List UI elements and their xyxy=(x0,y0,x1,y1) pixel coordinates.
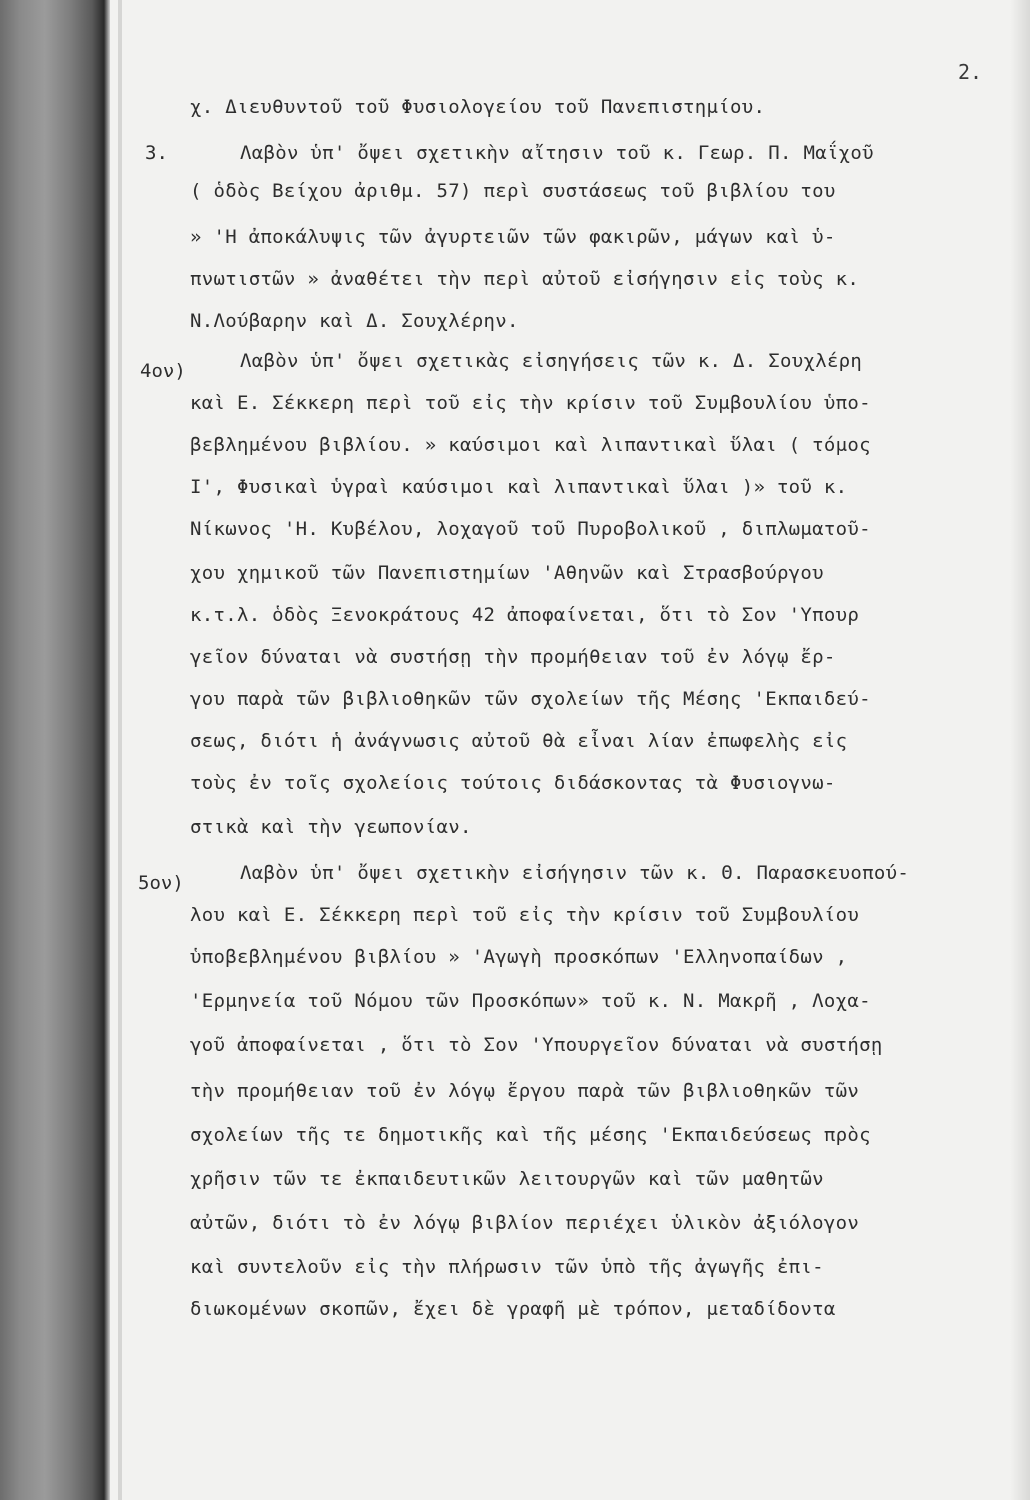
text-line: χρῆσιν τῶν τε ἐκπαιδευτικῶν λειτουργῶν καὶ τῶν μαθητῶν xyxy=(190,1168,824,1190)
item-number-5: 5ον) xyxy=(138,872,184,894)
text-line: » 'Η ἀποκάλυψις τῶν ἀγυρτειῶν τῶν φακιρῶν, μάγων καὶ ὑ- xyxy=(190,226,836,248)
text-line: σχολείων τῆς τε δημοτικῆς καὶ τῆς μέσης 'Εκπαιδεύσεως πρὸς xyxy=(190,1124,871,1146)
text-line: Λαβὸν ὑπ' ὄψει σχετικὴν εἰσήγησιν τῶν κ. Θ. Παρασκευοπού- xyxy=(240,862,910,884)
text-line: τὴν προμήθειαν τοῦ ἐν λόγῳ ἔργου παρὰ τῶν βιβλιοθηκῶν τῶν xyxy=(190,1080,860,1102)
text-line: Νίκωνος 'Η. Κυβέλου, λοχαγοῦ τοῦ Πυροβολικοῦ , διπλωματοῦ- xyxy=(190,518,871,540)
text-line: κ.τ.λ. ὁδὸς Ξενοκράτους 42 ἀποφαίνεται, ὅτι τὸ Σον 'Υπουρ xyxy=(190,604,860,626)
text-line: διωκομένων σκοπῶν, ἔχει δὲ γραφῆ μὲ τρόπον, μεταδίδοντα xyxy=(190,1298,836,1320)
text-line: χ. Διευθυντοῦ τοῦ Φυσιολογείου τοῦ Πανεπιστημίου. xyxy=(190,96,766,118)
text-line: γου παρὰ τῶν βιβλιοθηκῶν τῶν σχολείων τῆς Μέσης 'Εκπαιδεύ- xyxy=(190,688,871,710)
text-line: βεβλημένου βιβλίου. » καύσιμοι καὶ λιπαντικαὶ ὕλαι ( τόμος xyxy=(190,434,871,456)
page-right-edge xyxy=(1010,0,1030,1500)
text-line: στικὰ καὶ τὴν γεωπονίαν. xyxy=(190,816,472,838)
text-line: 'Ερμηνεία τοῦ Νόμου τῶν Προσκόπων» τοῦ κ. Ν. Μακρῆ , Λοχα- xyxy=(190,990,871,1012)
text-line: αὐτῶν, διότι τὸ ἐν λόγῳ βιβλίον περιέχει ὑλικὸν ἀξιόλογον xyxy=(190,1212,860,1234)
text-line: Ι', Φυσικαὶ ὑγραὶ καύσιμοι καὶ λιπαντικαὶ ὕλαι )» τοῦ κ. xyxy=(190,476,848,498)
page-fold-edge xyxy=(118,0,122,1500)
text-line: γοῦ ἀποφαίνεται , ὅτι τὸ Σον 'Υπουργεῖον δύναται νὰ συστήσῃ xyxy=(190,1034,883,1056)
item-number-4: 4ον) xyxy=(140,360,186,382)
text-line: τοὺς ἐν τοῖς σχολείοις τούτοις διδάσκοντας τὰ Φυσιογνω- xyxy=(190,772,836,794)
text-line: Ν.Λούβαρην καὶ Δ. Σουχλέρην. xyxy=(190,310,519,332)
text-line: Λαβὸν ὑπ' ὄψει σχετικὴν αἴτησιν τοῦ κ. Γεωρ. Π. Μαΐχοῦ xyxy=(240,142,874,164)
text-line: λου καὶ Ε. Σέκκερη περὶ τοῦ εἰς τὴν κρίσιν τοῦ Συμβουλίου xyxy=(190,904,860,926)
text-line: καὶ συντελοῦν εἰς τὴν πλήρωσιν τῶν ὑπὸ τῆς ἀγωγῆς ἐπι- xyxy=(190,1256,824,1278)
text-line: γεῖον δύναται νὰ συστήσῃ τὴν προμήθειαν τοῦ ἐν λόγῳ ἔρ- xyxy=(190,646,836,668)
text-line: Λαβὸν ὑπ' ὄψει σχετικὰς εἰσηγήσεις τῶν κ. Δ. Σουχλέρη xyxy=(240,350,863,372)
item-number-3: 3. xyxy=(145,142,168,164)
text-line: ( ὁδὸς Βείχου ἀριθμ. 57) περὶ συστάσεως τοῦ βιβλίου του xyxy=(190,180,836,202)
scan-binding-strip xyxy=(0,0,110,1500)
text-line: πνωτιστῶν » ἀναθέτει τὴν περὶ αὐτοῦ εἰσήγησιν εἰς τοὺς κ. xyxy=(190,268,860,290)
text-line: ὑποβεβλημένου βιβλίου » 'Αγωγὴ προσκόπων 'Ελληνοπαίδων , xyxy=(190,946,848,968)
page-number: 2. xyxy=(958,60,983,84)
text-line: χου χημικοῦ τῶν Πανεπιστημίων 'Αθηνῶν καὶ Στρασβούργου xyxy=(190,562,824,584)
text-line: καὶ Ε. Σέκκερη περὶ τοῦ εἰς τὴν κρίσιν τοῦ Συμβουλίου ὑπο- xyxy=(190,392,871,414)
text-line: σεως, διότι ἡ ἀνάγνωσις αὐτοῦ θὰ εἶναι λίαν ἐπωφελὴς εἰς xyxy=(190,730,848,752)
